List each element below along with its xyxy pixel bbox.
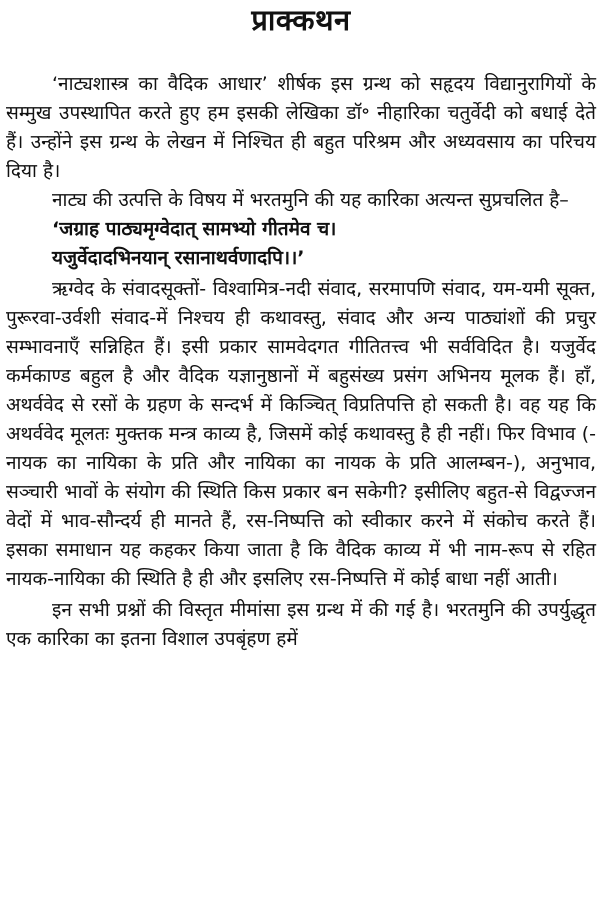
page-title: प्राक्कथन [251,3,351,37]
verse-line-1: ‘जग्राह पाठ्यमृग्वेदात् सामभ्यो गीतमेव च। [52,218,337,240]
verse-line-2: यजुर्वेदादभिनयान् रसानाथर्वणादपि।।’ [52,247,305,269]
verse-block [6,215,596,273]
paragraph-rigveda: ऋग्वेद के संवादसूक्तों- विश्वामित्र-नदी संवाद, सरमापणि संवाद, यम-यमी सूक्त, पुरूरवा-उर्वशी संवाद-में निश्चय ही कथावस्तु, संवाद और अन्य पाठ्यांशों की प्रचुर सम्भावनाएँ सन्निहित हैं। इसी प्रकार सामवेदगत गीतितत्त्व भी सर्वविदित है। यजुर्वेद कर्मकाण्ड बहुल है और वैदिक यज्ञानुष्ठानों में बहुसंख्य प्रसंग अभिनय मूलक हैं। हाँ, अथर्ववेद से रसों के ग्रहण के सन्दर्भ में किञ्चित् विप्रतिपत्ति हो सकती है। वह यह कि अथर्ववेद मूलतः मुक्तक मन्त्र काव्य है, जिसमें कोई कथावस्तु है ही नहीं। फिर विभाव (-नायक का नायिका के प्रति और नायिका का नायक के प्रति आलम्बन-), अनुभाव, सञ्चारी भावों के संयोग की स्थिति किस प्रकार बन सकेगी? इसीलिए बहुत-से विद्वज्जन वेदों में भाव-सौन्दर्य ही मानते हैं, रस-निष्पत्ति को स्वीकार करने में संकोच करते हैं। इसका समाधान यह कहकर किया जाता है कि वैदिक काव्य में भी नाम-रूप से रहित नायक-नायिका की स्थिति है ही और इसलिए रस-निष्पत्ति में कोई बाधा नहीं आती। [6,278,596,590]
paragraph-intro: ‘नाट्यशास्त्र का वैदिक आधार’ शीर्षक इस ग्रन्थ को सहृदय विद्यानुरागियों के सम्मुख उपस्थापित करते हुए हम इसकी लेखिका डॉ॰ नीहारिका चतुर्वेदी को बधाई देते हैं। उन्होंने इस ग्रन्थ के लेखन में निश्चित ही बहुत परिश्रम और अध्यवसाय का परिचय दिया है। [6,73,596,182]
paragraph-conclusion: इन सभी प्रश्नों की विस्तृत मीमांसा इस ग्रन्थ में की गई है। भरतमुनि की उपर्युद्धृत एक कारिका का इतना विशाल उपबृंहण हमें [6,599,596,650]
paragraph-origin: नाट्य की उत्पत्ति के विषय में भरतमुनि की यह कारिका अत्यन्त सुप्रचलित है– [52,189,569,211]
